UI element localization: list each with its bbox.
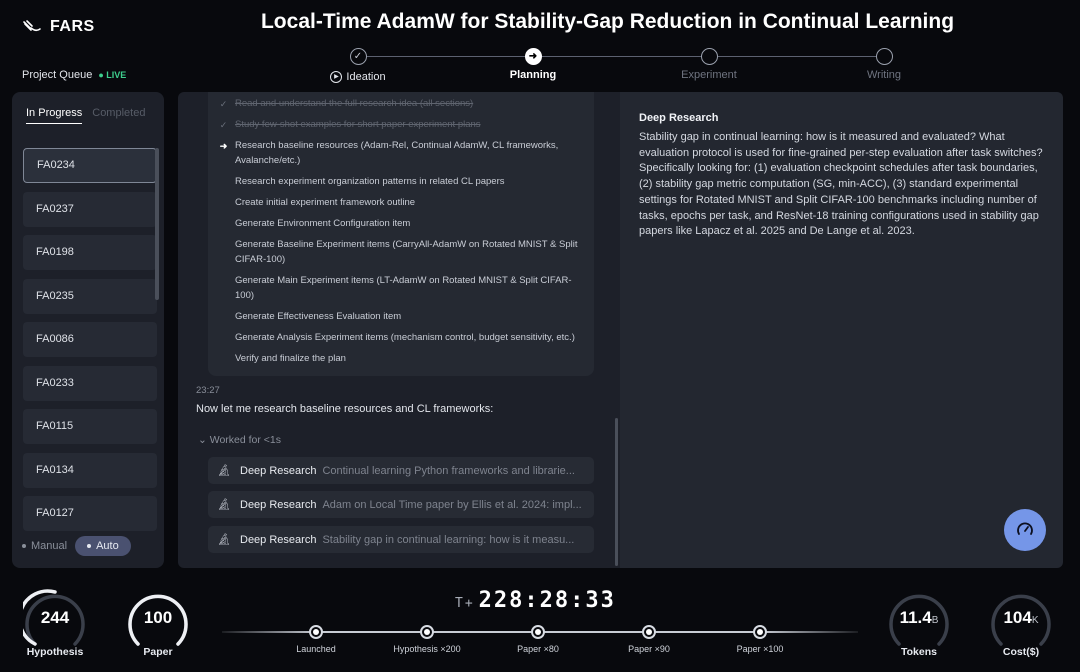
todo-text: Study few-shot examples for short paper experiment plans [235,119,481,130]
tab-in-progress[interactable]: In Progress [26,107,82,124]
microscope-icon: 🔬︎ [217,465,231,477]
milestone [372,625,482,654]
hypothesis-label: Hypothesis [26,646,84,658]
step-label: Experiment [681,69,737,81]
todo-item [218,196,578,211]
mode-manual-label: Manual [31,540,68,552]
page-title: Local-Time AdamW for Stability-Gap Reduction in Continual Learning [260,10,955,33]
milestone-label: Paper ×80 [517,644,559,654]
microscope-logo-icon [22,19,42,35]
microscope-icon: 🔬︎ [217,499,231,511]
worked-label: Worked for <1s [209,434,282,446]
tool-call-label: Deep Research [240,498,317,511]
project-item[interactable]: FA0237 [23,192,157,227]
project-queue-panel [12,92,164,568]
todo-text: Research experiment organization patterns in related CL papers [235,176,505,187]
mode-auto-label: Auto [96,540,119,552]
milestone [705,625,815,654]
milestone-label: Launched [296,644,336,654]
tool-call-row[interactable] [208,491,594,518]
project-queue-label: Project Queue [22,69,93,81]
detail-title: Deep Research [639,112,719,124]
cost-value [989,608,1053,628]
check-icon: ✓ [350,48,367,65]
paper-label: Paper [143,646,173,658]
speedometer-icon [1016,521,1034,539]
paper-count: 100 [143,608,173,627]
project-item[interactable]: FA0127 [23,496,157,531]
worked-toggle[interactable] [198,434,281,446]
step-ideation[interactable] [298,46,418,83]
tokens-label: Tokens [901,646,937,658]
todo-item [218,217,578,232]
todo-text: Generate Effectiveness Evaluation item [235,311,402,322]
agent-log-scrollbar[interactable] [615,418,618,566]
mode-toggle [22,536,152,556]
todo-text: Verify and finalize the plan [235,353,346,364]
elapsed-timer [455,588,616,613]
timer-value: 228:28:33 [478,588,616,613]
agent-message: Now let me research baseline resources and CL frameworks: [196,403,494,415]
cost-label: Cost($) [1002,646,1040,658]
cost-unit: K [1031,615,1039,626]
tokens-gauge [887,588,951,658]
milestone-label: Hypothesis ×200 [393,644,461,654]
todo-item [218,238,578,267]
step-experiment[interactable] [649,46,769,83]
tab-completed[interactable]: Completed [92,107,146,119]
todo-item [218,331,578,346]
todo-item [218,310,578,325]
project-list [23,148,157,568]
todo-text: Read and understand the full research idea (all sections) [235,98,474,109]
tool-call-query: Continual learning Python frameworks and librarie... [322,464,575,477]
milestone [261,625,371,654]
todo-item [218,97,578,112]
milestone [594,625,704,654]
live-text: LIVE [106,70,127,80]
tool-call-row[interactable] [208,526,594,553]
todo-item [218,352,578,367]
mode-auto[interactable] [75,536,131,556]
milestone-label: Paper ×90 [628,644,670,654]
milestone-dot [420,625,434,639]
todo-text: Generate Analysis Experiment items (mechanism control, budget sensitivity, etc.) [235,332,575,343]
speedometer-button[interactable] [1004,509,1046,551]
app-logo [22,18,95,36]
project-item[interactable]: FA0234 [23,148,157,183]
detail-body: Stability gap in continual learning: how is it measured and evaluated? What evaluation protocol is used for fine-grained per-step evaluation after task switches? Specifically looking for: (1) evaluation checkpoint schedules after task boundaries, (2) stability gap metric computation (SG, min-ACC), (3) standard experimental settings for Rotated MNIST and Split CIFAR-100 benchmarks including number of tasks, epochs per task, and ResNet-18 training configurations used in stability gap papers like Lapacz et al. 2025 and De Lange et al. 2023. [639,131,1043,238]
todo-item [218,274,578,303]
check-icon: ✓ [219,120,228,130]
tool-call-row[interactable] [208,457,594,484]
live-badge: ● LIVE [98,70,127,80]
tool-call-label: Deep Research [240,464,317,477]
check-icon: ✓ [219,99,228,109]
cost-gauge [989,588,1053,658]
milestone-dot [753,625,767,639]
milestone-dot [642,625,656,639]
step-planning[interactable] [473,46,593,83]
todo-item [218,175,578,190]
step-writing[interactable] [824,46,944,83]
hypothesis-count: 244 [40,608,70,627]
tool-call-label: Deep Research [240,533,317,546]
project-item[interactable]: FA0115 [23,409,157,444]
todo-text: Research baseline resources (Adam-Rel, Continual AdamW, CL frameworks, Avalanche/etc.) [235,140,559,166]
paper-gauge [126,588,190,658]
todo-item [218,118,578,133]
timer-prefix: T+ [455,596,475,611]
hypothesis-gauge [23,588,87,658]
milestone-dot [531,625,545,639]
phase-stepper [290,46,950,86]
tool-call-query: Adam on Local Time paper by Ellis et al. 2024: impl... [322,498,582,511]
milestone [483,625,593,654]
chevron-down-icon: ⌄ [198,434,210,446]
project-item[interactable]: FA0235 [23,279,157,314]
circle-icon [876,48,893,65]
milestone-dot [309,625,323,639]
cost-number: 104 [1003,608,1032,627]
todo-text: Create initial experiment framework outline [235,197,416,208]
milestone-label: Paper ×100 [736,644,784,654]
message-timestamp: 23:27 [196,385,220,396]
todo-text: Generate Environment Configuration item [235,218,411,229]
step-label: Writing [866,69,902,81]
project-queue-header [22,69,126,81]
step-label: Planning [509,69,557,81]
todo-item [218,139,578,168]
circle-icon [701,48,718,65]
todo-text: Generate Baseline Experiment items (CarryAll-AdamW on Rotated MNIST & Split CIFAR-100) [235,239,578,265]
play-icon: ▶ [330,71,342,83]
step-label: Ideation [346,70,386,83]
project-list-scrollbar[interactable] [155,148,159,300]
project-item[interactable]: FA0233 [23,366,157,401]
mode-manual[interactable] [22,540,67,552]
arrow-right-icon: ➜ [219,141,228,151]
microscope-icon: 🔬︎ [217,534,231,546]
todo-text: Generate Main Experiment items (LT-AdamW on Rotated MNIST & Split CIFAR-100) [235,275,572,301]
project-item[interactable]: FA0086 [23,322,157,357]
project-item[interactable]: FA0134 [23,453,157,488]
logo-text: FARS [50,18,95,35]
project-item[interactable]: FA0198 [23,235,157,270]
tokens-unit: B [931,615,939,626]
arrow-right-icon: ➜ [525,48,542,65]
tokens-number: 11.4 [899,608,932,627]
tool-call-query: Stability gap in continual learning: how is it measu... [322,533,575,546]
queue-tabs [26,107,145,124]
tokens-value [887,608,951,628]
